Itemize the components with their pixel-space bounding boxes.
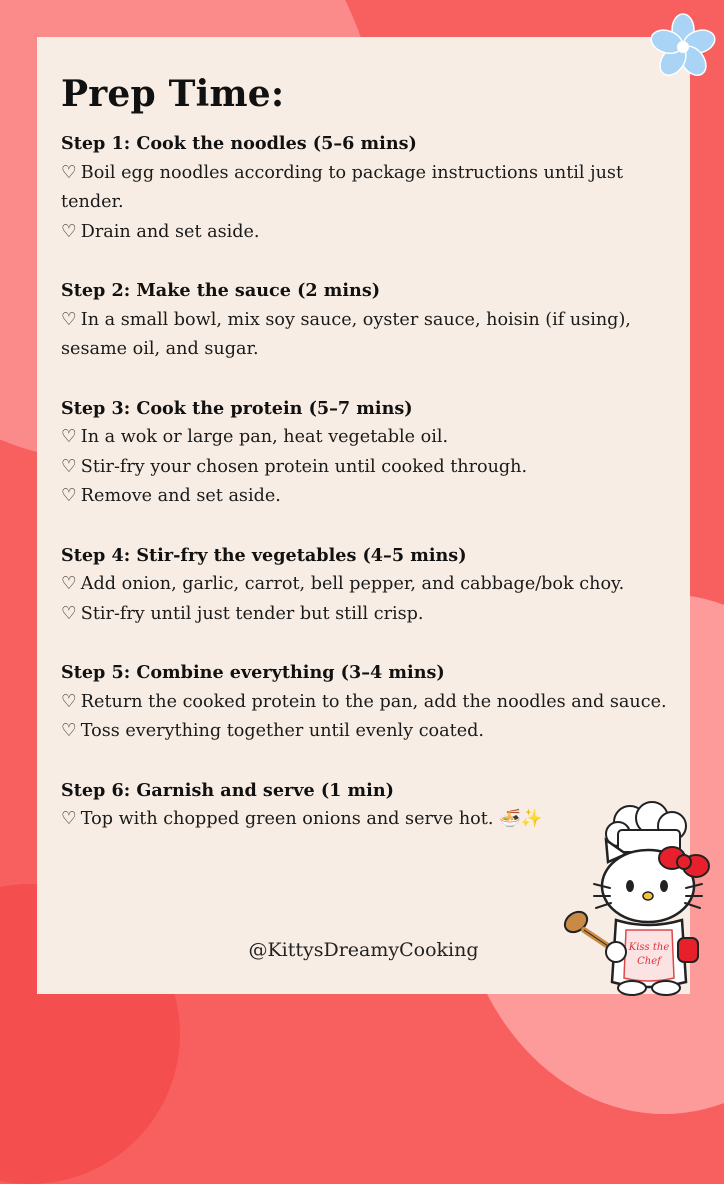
step-line [61,600,673,630]
page-title: Prep Time: [61,73,285,115]
step-line-text: Top with chopped green onions and serve hot. 🍜✨ [80,809,543,829]
step-line-text: Stir-fry until just tender but still crisp. [80,603,424,624]
heart-icon: ♡ [61,691,77,712]
step-4 [61,541,673,630]
step-line [61,306,673,365]
hello-kitty-chef-illustration [560,800,720,1000]
heart-icon: ♡ [61,721,77,741]
step-line [61,482,673,512]
step-heading: Step 1: Cook the noodles (5–6 mins) [61,133,417,154]
step-line-text: Return the cooked protein to the pan, add the noodles and sauce. [80,691,667,712]
cherry-blossom-icon [648,12,718,82]
step-line [61,717,673,747]
heart-icon: ♡ [61,162,77,183]
step-heading: Step 6: Garnish and serve (1 min) [61,779,394,801]
step-line [61,423,673,453]
step-5 [61,658,673,747]
heart-icon: ♡ [61,309,77,330]
recipe-content [61,73,673,864]
step-line [61,688,673,718]
footer-handle: @KittysDreamyCooking [248,939,479,961]
step-heading: Step 4: Stir-fry the vegetables (4–5 mins) [61,544,467,566]
heart-icon: ♡ [61,427,77,447]
heart-icon: ♡ [61,486,77,506]
step-line-text: Stir-fry your chosen protein until cooked through. [80,456,528,477]
heart-icon: ♡ [61,574,77,594]
svg-text:Chef: Chef [637,956,661,967]
step-line-text: Add onion, garlic, carrot, bell pepper, and cabbage/bok choy. [80,574,625,594]
step-heading: Step 3: Cook the protein (5–7 mins) [61,397,413,419]
step-line [61,159,673,218]
step-line [61,570,673,600]
step-line [61,453,673,483]
step-line-text: Remove and set aside. [80,486,281,506]
step-2 [61,276,673,365]
heart-icon: ♡ [61,221,77,242]
svg-text:Kiss the: Kiss the [628,942,670,953]
step-heading: Step 5: Combine everything (3–4 mins) [61,662,445,683]
heart-icon: ♡ [61,809,77,829]
step-heading: Step 2: Make the sauce (2 mins) [61,280,381,301]
step-1 [61,129,673,247]
step-line-text: Boil egg noodles according to package instructions until just tender. [61,162,624,212]
step-3 [61,394,673,512]
step-line-text: Toss everything together until evenly coated. [80,721,484,741]
heart-icon: ♡ [61,603,77,624]
step-line [61,218,673,248]
step-line-text: In a wok or large pan, heat vegetable oil. [80,427,449,447]
heart-icon: ♡ [61,456,77,477]
step-line-text: In a small bowl, mix soy sauce, oyster sauce, hoisin (if using), sesame oil, and sugar. [61,309,631,359]
step-line-text: Drain and set aside. [80,221,260,242]
